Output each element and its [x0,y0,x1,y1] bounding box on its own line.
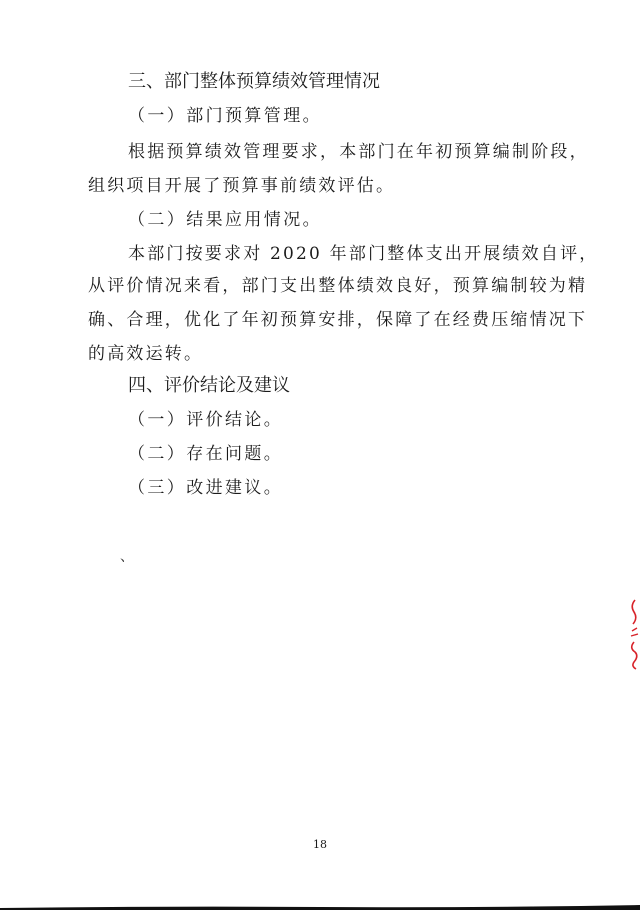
paragraph-line: 本部门按要求对 2020 年部门整体支出开展绩效自评， [128,244,599,264]
paragraph-line: 确、合理，优化了年初预算安排，保障了在经费压缩情况下 [88,310,588,330]
paragraph-line: 组织项目开展了预算事前绩效评估。 [88,176,396,196]
section-heading-4: 四、评价结论及建议 [128,375,290,396]
subheading-budget-management: （一）部门预算管理。 [128,106,322,126]
subheading-improvement-suggestions: （三）改进建议。 [128,478,284,498]
subheading-result-application: （二）结果应用情况。 [128,210,322,230]
scan-shadow-edge [0,902,640,910]
section-heading-3: 三、部门整体预算绩效管理情况 [128,71,380,92]
page-number: 18 [313,838,327,851]
stray-mark: 、 [120,549,134,565]
paragraph-line: 的高效运转。 [88,344,204,364]
paragraph-line: 从评价情况来看，部门支出整体绩效良好，预算编制较为精 [88,276,588,296]
paragraph-line: 根据预算绩效管理要求，本部门在年初预算编制阶段， [128,142,589,162]
subheading-evaluation-conclusion: （一）评价结论。 [128,410,284,430]
seal-stamp-edge-icon [626,598,640,670]
subheading-existing-problems: （二）存在问题。 [128,444,284,464]
